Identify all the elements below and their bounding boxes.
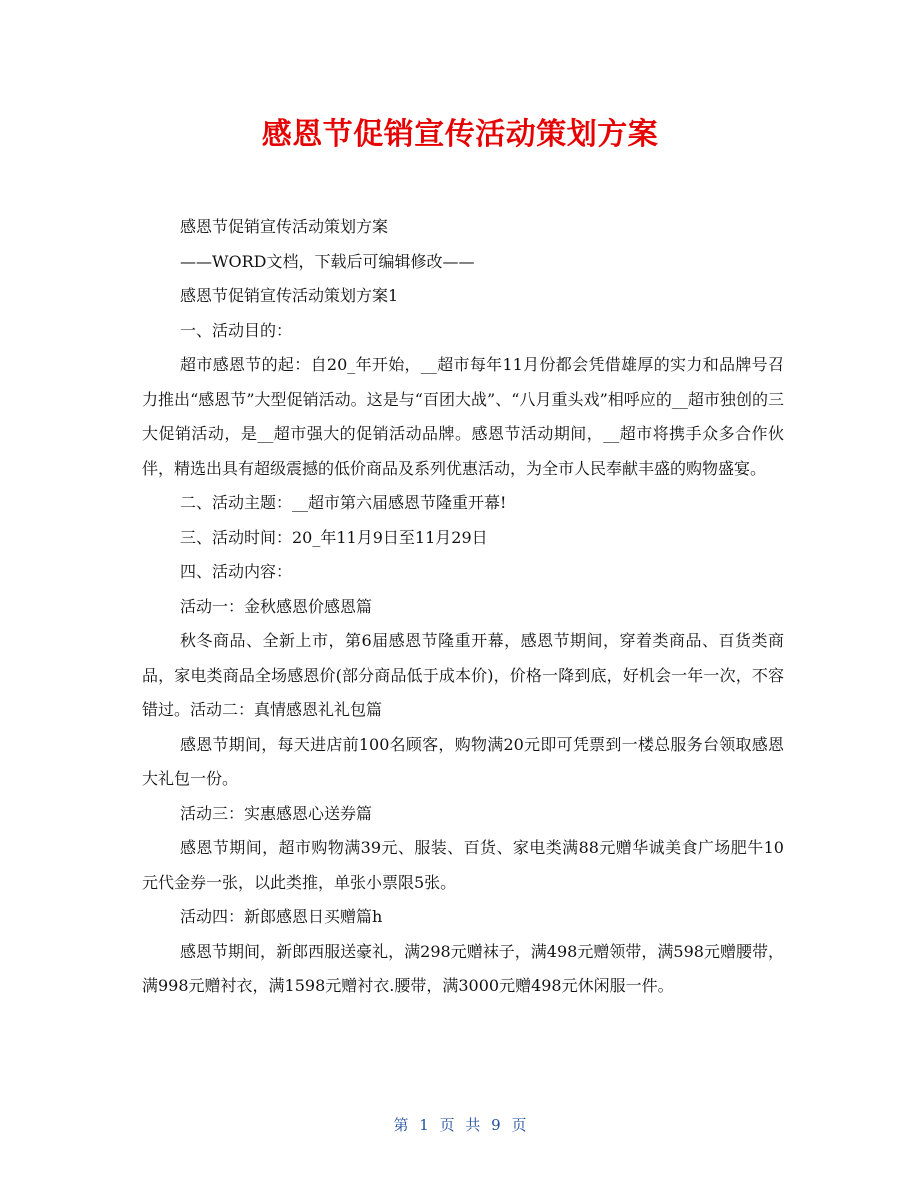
document-title: 感恩节促销宣传活动策划方案: [261, 117, 659, 152]
paragraph-activity-one-body: 秋冬商品、全新上市，第6届感恩节隆重开幕，感恩节期间，穿着类商品、百货类商品，家电类商品全场感恩价(部分商品低于成本价)，价格一降到底，好机会一年一次，不容错过。活动二：真情感恩礼礼包篇: [142, 631, 784, 719]
paragraph-section-heading: 感恩节促销宣传活动策划方案1: [180, 286, 399, 305]
paragraph-theme: 二、活动主题：__超市第六届感恩节隆重开幕!: [180, 493, 507, 512]
paragraph-activity-four-body: 感恩节期间，新郎西服送豪礼，满298元赠袜子，满498元赠领带，满598元赠腰带，满998元赠衬衣，满1598元赠衬衣.腰带，满3000元赠498元休闲服一件。: [142, 941, 784, 995]
paragraph-time: 三、活动时间：20_年11月9日至11月29日: [180, 527, 488, 547]
paragraph-activity-one-heading: 活动一：金秋感恩价感恩篇: [180, 596, 373, 616]
document-body: [142, 210, 784, 1004]
paragraph-activity-four-heading: 活动四：新郎感恩日买赠篇h: [180, 907, 383, 926]
page-footer: 第 1 页 共 9 页: [393, 1116, 527, 1134]
paragraph-purpose-body: 超市感恩节的起：自20_年开始，__超市每年11月份都会凭借雄厚的实力和品牌号召力推出“感恩节”大型促销活动。这是与“百团大战”、“八月重头戏”相呼应的__超市独创的三大促销活动，是__超市强大的促销活动品牌。感恩节活动期间，__超市将携手众多合作伙伴，精选出具有超级震撼的低价商品及系列优惠活动，为全市人民奉献丰盛的购物盛宴。: [142, 355, 784, 478]
paragraph-activity-two-body: 感恩节期间，每天进店前100名顾客，购物满20元即可凭票到一楼总服务台领取感恩大礼包一份。: [142, 734, 784, 788]
paragraph-content-heading: 四、活动内容：: [180, 562, 293, 581]
paragraph-activity-three-body: 感恩节期间，超市购物满39元、服装、百货、家电类满88元赠华诚美食广场肥牛10元代金券一张，以此类推，单张小票限5张。: [142, 838, 784, 892]
paragraph-purpose-heading: 一、活动目的：: [180, 320, 293, 340]
paragraph-activity-three-heading: 活动三：实惠感恩心送券篇: [180, 803, 373, 823]
paragraph-subtitle: 感恩节促销宣传活动策划方案: [180, 217, 389, 236]
paragraph-word-notice: ——WORD文档，下载后可编辑修改——: [180, 251, 475, 271]
